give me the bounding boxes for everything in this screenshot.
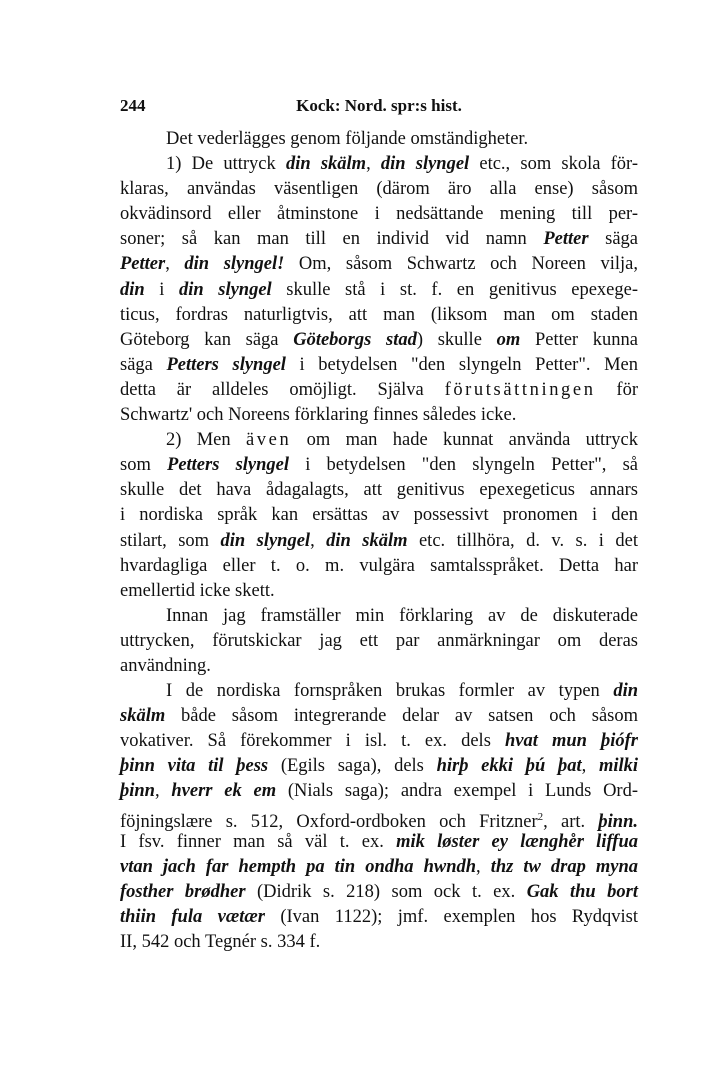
italic-phrase: thiin fula vætær xyxy=(120,906,265,927)
text-line: emellertid icke skett. xyxy=(120,580,275,601)
running-title: Kock: Nord. spr:s hist. xyxy=(296,96,462,115)
italic-phrase: din slyngel! xyxy=(184,254,285,275)
text-line: uttrycken, förutskickar jag ett par anmärkningar om deras xyxy=(120,630,638,651)
italic-phrase: milki xyxy=(598,756,638,777)
italic-phrase: din slyngel xyxy=(380,154,470,175)
text-line: þinn vita til þess (Egils saga), dels hirþ ekki þú þat, milki xyxy=(120,756,638,777)
italic-phrase: thz tw drap myna xyxy=(490,856,639,877)
text-line: ticus, fordras naturligtvis, att man (liksom man om staden xyxy=(120,304,638,325)
italic-phrase: vtan jach far hempth pa tin ondha hwndh xyxy=(120,856,477,877)
italic-phrase: Petter xyxy=(543,229,589,250)
page-number: 244 xyxy=(120,96,146,115)
italic-phrase: Petters slyngel xyxy=(166,354,286,375)
running-head xyxy=(120,92,638,120)
italic-phrase: þinn. xyxy=(598,811,638,832)
text-line: Det vederlägges genom följande omständigheter. xyxy=(166,129,529,149)
text-line: Petter, din slyngel! Om, såsom Schwartz och Noreen vilja, xyxy=(120,254,639,275)
text-line: 1) De uttryck din skälm, din slyngel etc., som skola för- xyxy=(166,154,638,175)
text-line: okvädinsord eller åtminstone i nedsättande mening till per- xyxy=(120,204,638,225)
text-line: din i din slyngel skulle stå i st. f. en genitivus epexege- xyxy=(120,279,638,300)
text-line: thiin fula vætær (Ivan 1122); jmf. exemplen hos Rydqvist xyxy=(120,906,639,927)
text-line: föjningslære s. 512, Oxford-ordboken och Fritzner$^2$, art. þinn. xyxy=(120,810,638,832)
text-line: fosther brødher (Didrik s. 218) som ock t. ex. Gak thu bort xyxy=(120,881,638,902)
italic-phrase: din xyxy=(120,279,145,300)
italic-phrase: om xyxy=(496,329,521,350)
text-line: stilart, som din slyngel, din skälm etc. tillhöra, d. v. s. i det xyxy=(120,530,638,551)
text-line: som Petters slyngel i betydelsen "den slyngeln Petter", så xyxy=(120,455,638,476)
italic-phrase: din slyngel xyxy=(178,279,272,300)
text-line: klaras, användas väsentligen (därom äro alla ense) såsom xyxy=(120,179,638,200)
italic-phrase: þinn xyxy=(120,781,155,802)
text-line: II, 542 och Tegnér s. 334 f. xyxy=(120,932,321,952)
italic-phrase: Göteborgs stad xyxy=(293,329,417,350)
italic-phrase: Petter xyxy=(120,254,166,275)
italic-phrase: din skälm xyxy=(326,530,408,551)
text-line: användning. xyxy=(120,655,211,676)
text-line: soner; så kan man till en individ vid namn Petter säga xyxy=(120,229,638,250)
spaced-word: förutsättningen xyxy=(444,379,596,400)
italic-phrase: fosther brødher xyxy=(120,881,246,902)
italic-phrase: Petters slyngel xyxy=(167,455,290,476)
italic-phrase: Gak thu bort xyxy=(526,881,638,902)
italic-phrase: din skälm xyxy=(285,154,367,175)
text-line: detta är alldeles omöjligt. Själva förutsättningen för xyxy=(120,379,638,400)
italic-phrase: din xyxy=(613,681,638,702)
text-line: I de nordiska fornspråken brukas formler av typen din xyxy=(166,681,638,702)
body-text xyxy=(120,127,638,955)
text-line: vokativer. Så förekommer i isl. t. ex. dels hvat mun þiófr xyxy=(120,731,639,752)
spaced-word: även xyxy=(245,430,292,451)
text-line: Göteborg kan säga Göteborgs stad) skulle om Petter kunna xyxy=(120,329,638,350)
text-line: þinn, hverr ek em (Nials saga); andra exempel i Lunds Ord- xyxy=(120,781,638,802)
text-line: Innan jag framställer min förklaring av de diskuterade xyxy=(166,605,638,626)
text-line: i nordiska språk kan ersättas av possessivt pronomen i den xyxy=(120,505,638,526)
italic-phrase: hirþ ekki þú þat xyxy=(436,756,582,777)
footnote-superscript: 2 xyxy=(537,810,544,823)
italic-phrase: skälm xyxy=(120,706,166,727)
italic-phrase: mik løster ey længhe̊r liffua xyxy=(396,831,638,852)
text-line: vtan jach far hempth pa tin ondha hwndh, thz tw drap myna xyxy=(120,856,639,877)
text-line: skulle det hava ådagalagts, att genitivus epexegeticus annars xyxy=(120,480,638,501)
italic-phrase: hverr ek em xyxy=(171,781,277,802)
italic-phrase: hvat mun þiófr xyxy=(504,731,639,752)
italic-phrase: þinn vita til þess xyxy=(120,756,269,777)
text-line: säga Petters slyngel i betydelsen "den slyngeln Petter". Men xyxy=(120,354,639,375)
text-line: Schwartz' och Noreens förklaring finnes således icke. xyxy=(120,405,517,426)
text-line: skälm både såsom integrerande delar av satsen och såsom xyxy=(120,706,638,727)
italic-phrase: din slyngel xyxy=(220,530,311,551)
text-line: I fsv. finner man så väl t. ex. mik løster ey længhe̊r liffua xyxy=(120,831,638,852)
text-line: hvardagliga eller t. o. m. vulgära samtalsspråket. Detta har xyxy=(120,555,638,576)
text-line: 2) Men även om man hade kunnat använda uttryck xyxy=(166,430,638,451)
